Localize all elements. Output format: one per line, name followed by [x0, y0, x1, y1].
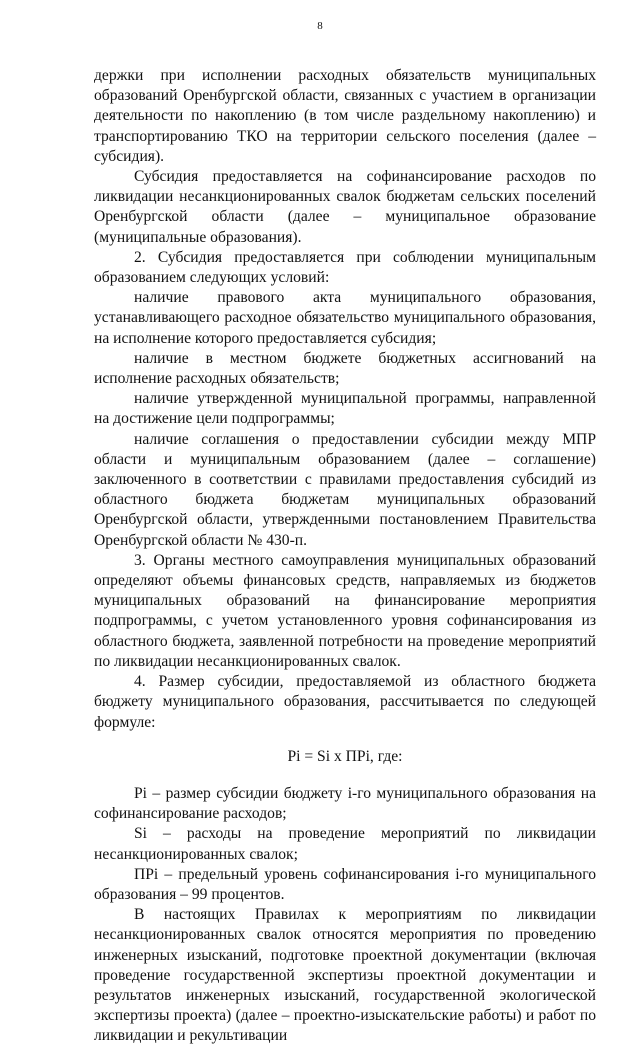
- page-number: 8: [317, 20, 323, 32]
- document-body: [94, 66, 596, 1047]
- paragraph-continuation: держки при исполнении расходных обязательств муниципальных образований Оренбургской области, связанных с участием в организации деятельности по накоплению (в том числе раздельному накоплению) и транспортированию ТКО на территории сельского поселения (далее – субсидия).: [94, 67, 596, 165]
- condition-item: наличие соглашения о предоставлении субсидии между МПР области и муниципальным образованием (далее – соглашение) заключенного в соответствии с правилами предоставления субсидий из областного бюджета бюджетам муниципальных образований Оренбургской области, утвержденными постановлением Правительства Оренбургской области № 430-п.: [94, 430, 596, 549]
- definition-item: Pi – размер субсидии бюджету i-го муниципального образования на софинансирование расходов;: [94, 784, 596, 823]
- formula: Pi = Si x ПPi, где:: [287, 747, 403, 765]
- definition-item: ПPi – предельный уровень софинансирования i-го муниципального образования – 99 процентов.: [94, 865, 596, 903]
- paragraph: Субсидия предоставляется на софинансирование расходов по ликвидации несанкционированных свалок бюджетам сельских поселений Оренбургской области (далее – муниципальное образование (муниципальные образования).: [94, 168, 596, 246]
- definition-item: Si – расходы на проведение мероприятий по ликвидации несанкционированных свалок;: [94, 825, 596, 863]
- condition-item: наличие правового акта муниципального образования, устанавливающего расходное обязательство муниципального образования, на исполнение которого предоставляется субсидия;: [94, 289, 596, 347]
- condition-item: наличие утвержденной муниципальной программы, направленной на достижение цели подпрограммы;: [94, 390, 596, 428]
- paragraph: 2. Субсидия предоставляется при соблюдении муниципальным образованием следующих условий:: [94, 248, 596, 287]
- paragraph: 3. Органы местного самоуправления муниципальных образований определяют объемы финансовых средств, направляемых из бюджетов муниципальных образований на финансирование мероприятия подпрограммы, с учетом установленного уровня софинансирования из областного бюджета, заявленной потребности на проведение мероприятий по ликвидации несанкционированных свалок.: [94, 551, 596, 670]
- paragraph: В настоящих Правилах к мероприятиям по ликвидации несанкционированных свалок относятся мероприятия по проведению инженерных изысканий, подготовке проектной документации (включая проведение государственной экспертизы проектной документации и результатов инженерных изысканий, государственной экологической экспертизы проекта) (далее – проектно-изыскательские работы) и работ по ликвидации и рекультивации: [94, 906, 596, 1045]
- paragraph: 4. Размер субсидии, предоставляемой из областного бюджета бюджету муниципального образования, рассчитывается по следующей формуле:: [94, 673, 596, 731]
- condition-item: наличие в местном бюджете бюджетных ассигнований на исполнение расходных обязательств;: [94, 349, 596, 388]
